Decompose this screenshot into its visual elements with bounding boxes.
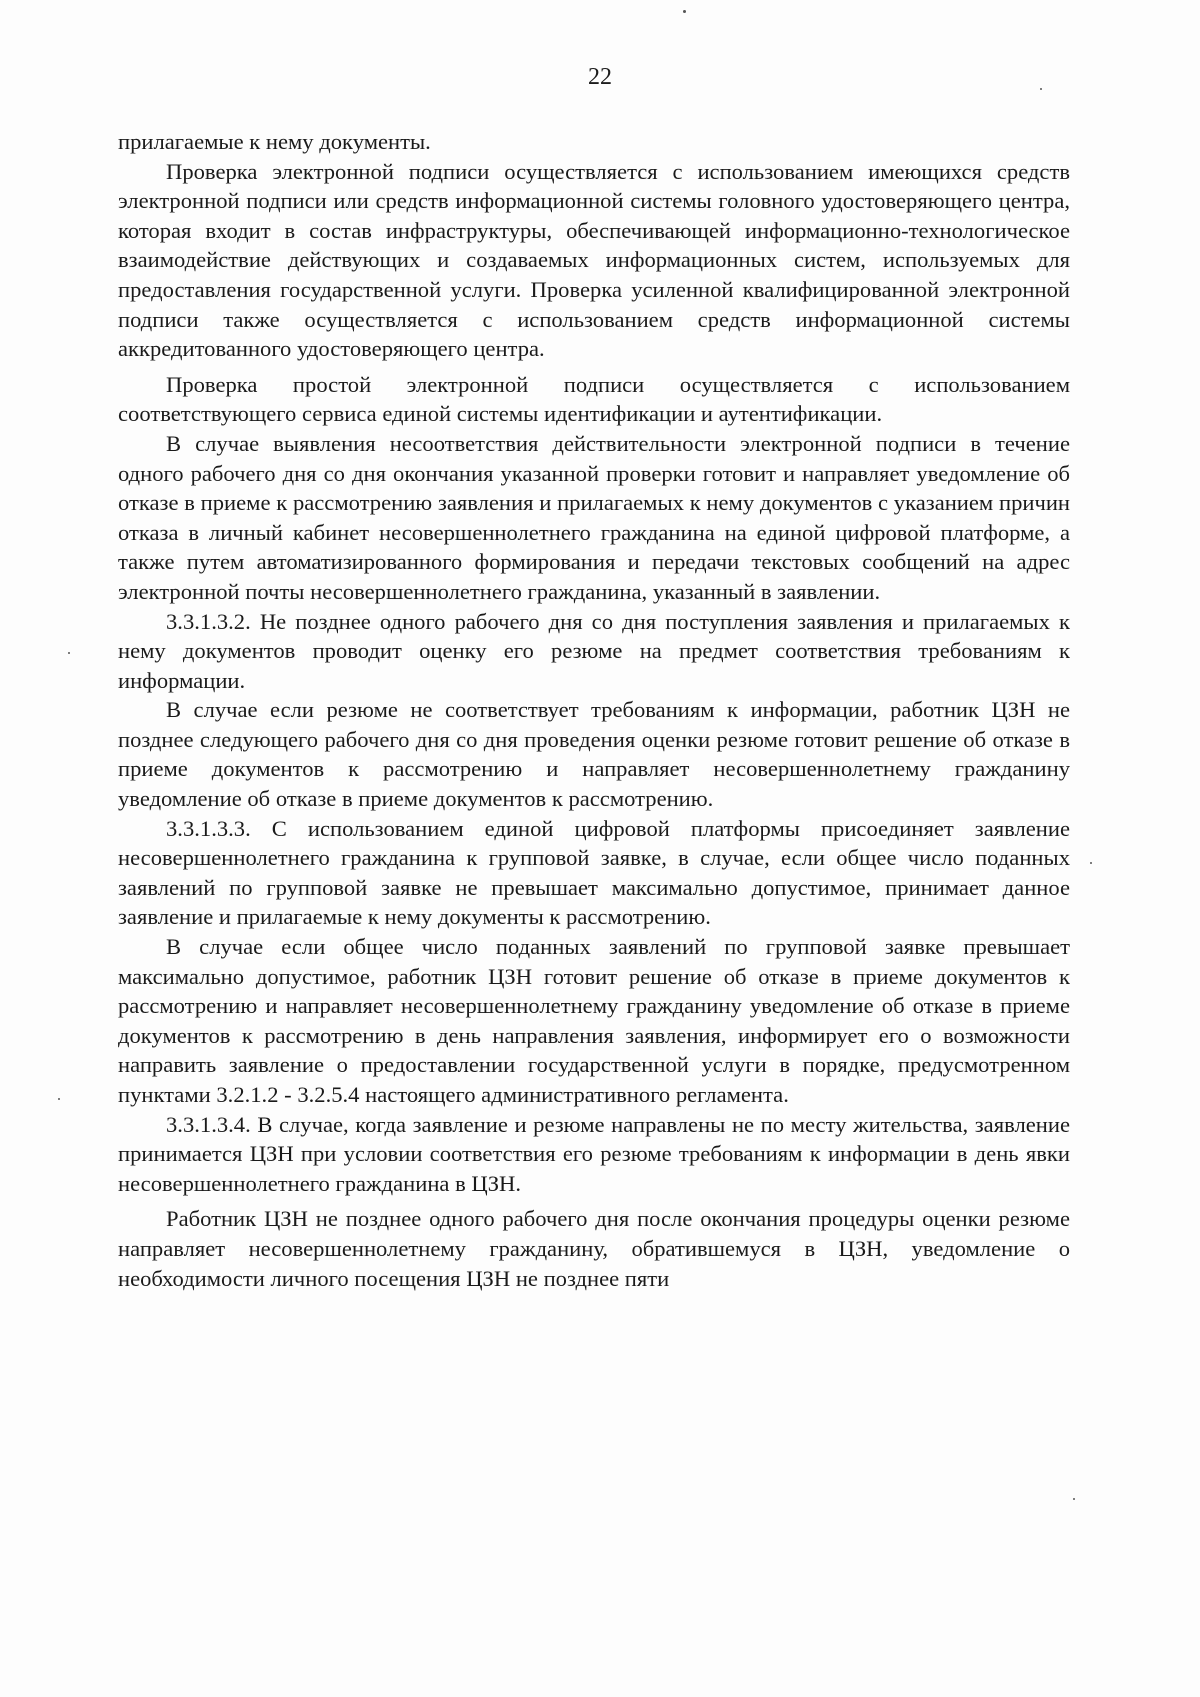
paragraph-1: прилагаемые к нему документы. (118, 129, 431, 154)
paragraph-7: 3.3.1.3.3. С использованием единой цифровой платформы присоединяет заявление несовершеннолетнего гражданина к групповой заявке, в случае, если общее число поданных заявлений по групповой заявке не превышает максимально допустимое, принимает данное заявление и прилагаемые к нему документы к рассмотрению. (118, 815, 1070, 930)
paragraph-6: В случае если резюме не соответствует требованиям к информации, работник ЦЗН не позднее следующего рабочего дня со дня проведения оценки резюме готовит решение об отказе в приеме документов к рассмотрению и направляет несовершеннолетнему гражданину уведомление об отказе в приеме документов к рассмотрению. (118, 697, 1070, 812)
scan-speck (1040, 88, 1042, 90)
scan-speck (58, 1098, 60, 1100)
document-body (118, 127, 1070, 1293)
paragraph-2: Проверка электронной подписи осуществляется с использованием имеющихся средств электронной подписи или средств информационной системы головного удостоверяющего центра, которая входит в состав инфраструктуры, обеспечивающей информационно-технологическое взаимодействие действующих и создаваемых информационных систем, используемых для предоставления государственной услуги. Проверка усиленной квалифицированной электронной подписи также осуществляется с использованием средств информационной системы аккредитованного удостоверяющего центра. (118, 158, 1070, 362)
paragraph-8: В случае если общее число поданных заявлений по групповой заявке превышает максимально допустимое, работник ЦЗН готовит решение об отказе в приеме документов к рассмотрению и направляет несовершеннолетнему гражданину уведомление об отказе в приеме документов к рассмотрению в день направления заявления, информирует его о возможности направить заявление о предоставлении государственной услуги в порядке, предусмотренном пунктами 3.2.1.2 - 3.2.5.4 настоящего административного регламента. (118, 934, 1070, 1107)
page-number: 22 (588, 64, 612, 90)
paragraph-10: Работник ЦЗН не позднее одного рабочего дня после окончания процедуры оценки резюме направляет несовершеннолетнему гражданину, обратившемуся в ЦЗН, уведомление о необходимости личного посещения ЦЗН не позднее пяти (118, 1206, 1070, 1291)
paragraph-3: Проверка простой электронной подписи осуществляется с использованием соответствующего сервиса единой системы идентификации и аутентификации. (118, 371, 1070, 427)
scan-speck (1073, 1498, 1075, 1500)
scan-speck (1090, 862, 1092, 864)
paragraph-9: 3.3.1.3.4. В случае, когда заявление и резюме направлены не по месту жительства, заявление принимается ЦЗН при условии соответствия его резюме требованиям к информации в день явки несовершеннолетнего гражданина в ЦЗН. (118, 1111, 1070, 1196)
paragraph-4: В случае выявления несоответствия действительности электронной подписи в течение одного рабочего дня со дня окончания указанной проверки готовит и направляет уведомление об отказе в приеме к рассмотрению заявления и прилагаемых к нему документов с указанием причин отказа в личный кабинет несовершеннолетнего гражданина на единой цифровой платформе, а также путем автоматизированного формирования и передачи текстовых сообщений на адрес электронной почты несовершеннолетнего гражданина, указанный в заявлении. (118, 430, 1070, 604)
paragraph-5: 3.3.1.3.2. Не позднее одного рабочего дня со дня поступления заявления и прилагаемых к нему документов проводит оценку его резюме на предмет соответствия требованиям к информации. (118, 608, 1070, 693)
scan-speck (68, 652, 70, 654)
scan-speck (683, 10, 686, 13)
